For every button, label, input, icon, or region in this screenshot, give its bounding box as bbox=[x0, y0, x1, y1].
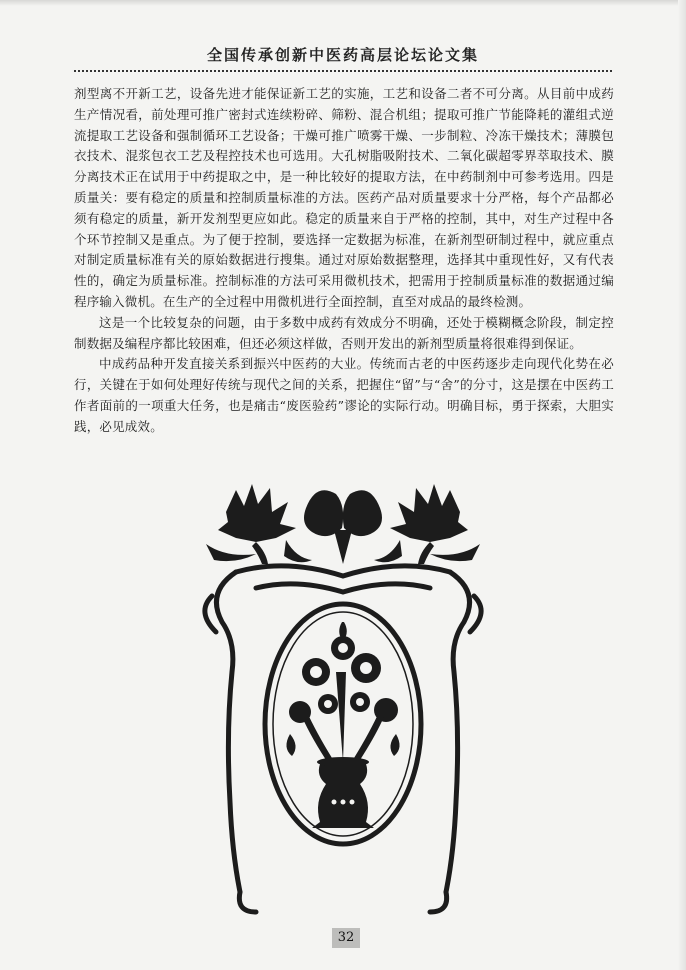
paragraph-1: 剂型离不开新工艺，设备先进才能保证新工艺的实施，工艺和设备二者不可分离。从目前中成药生产情况看，前处理可推广密封式连续粉碎、筛粉、混合机组；提取可推广节能降耗的灌组式逆流提取工艺设备和强制循环工艺设备；干燥可推广喷雾干燥、一步制粒、冷冻干燥技术；薄膜包衣技术、混浆包衣工艺及程控技术也可选用。大孔树脂吸附技术、二氧化碳超零界萃取技术、膜分离技术正在试用于中药提取之中，是一种比较好的提取方法，在中药制剂中可参考选用。四是质量关：要有稳定的质量和控制质量标准的方法。医药产品对质量要求十分严格，每个产品都必须有稳定的质量，新开发剂型更应如此。稳定的质量来自于严格的控制，其中，对生产过程中各个环节控制又是重点。为了便于控制，要选择一定数据为标准，在新剂型研制过程中，就应重点对制定质量标准有关的原始数据进行搜集。通过对原始数据整理，选择其中重现性好，又有代表性的，确定为质量标准。控制标准的方法可采用微机技术，把需用于控制质量标准的数据通过编程序输入微机。在生产的全过程中用微机进行全面控制，直至对成品的最终检测。 bbox=[74, 86, 614, 309]
paragraph-3: 中成药品种开发直接关系到振兴中医药的大业。传统而古老的中医药逐步走向现代化势在必行，关键在于如何处理好传统与现代之间的关系，把握住“留”与“舍”的分寸，这是摆在中医药工作者面前的一项重大任务，也是痛击“废医验药”谬论的实际行动。明确目标，勇于探索，大胆实践，必见成效。 bbox=[74, 356, 614, 434]
scan-edge-top bbox=[0, 0, 686, 6]
page-number: 32 bbox=[332, 928, 360, 948]
right-carnation-icon bbox=[390, 484, 468, 564]
header-dotted-rule bbox=[74, 70, 612, 72]
running-header-title: 全国传承创新中医药高层论坛论文集 bbox=[206, 46, 479, 64]
article-body bbox=[74, 84, 614, 438]
left-carnation-icon bbox=[218, 484, 296, 564]
center-flower-pair-icon bbox=[304, 490, 382, 564]
decorative-papercut-vase-ornament bbox=[196, 472, 490, 920]
scan-edge-right bbox=[678, 0, 686, 970]
paragraph-2: 这是一个比较复杂的问题，由于多数中成药有效成分不明确，还处于模糊概念阶段，制定控制数据及编程序都比较困难，但还必须这样做，否则开发出的新剂型质量将很难得到保证。 bbox=[74, 314, 614, 351]
